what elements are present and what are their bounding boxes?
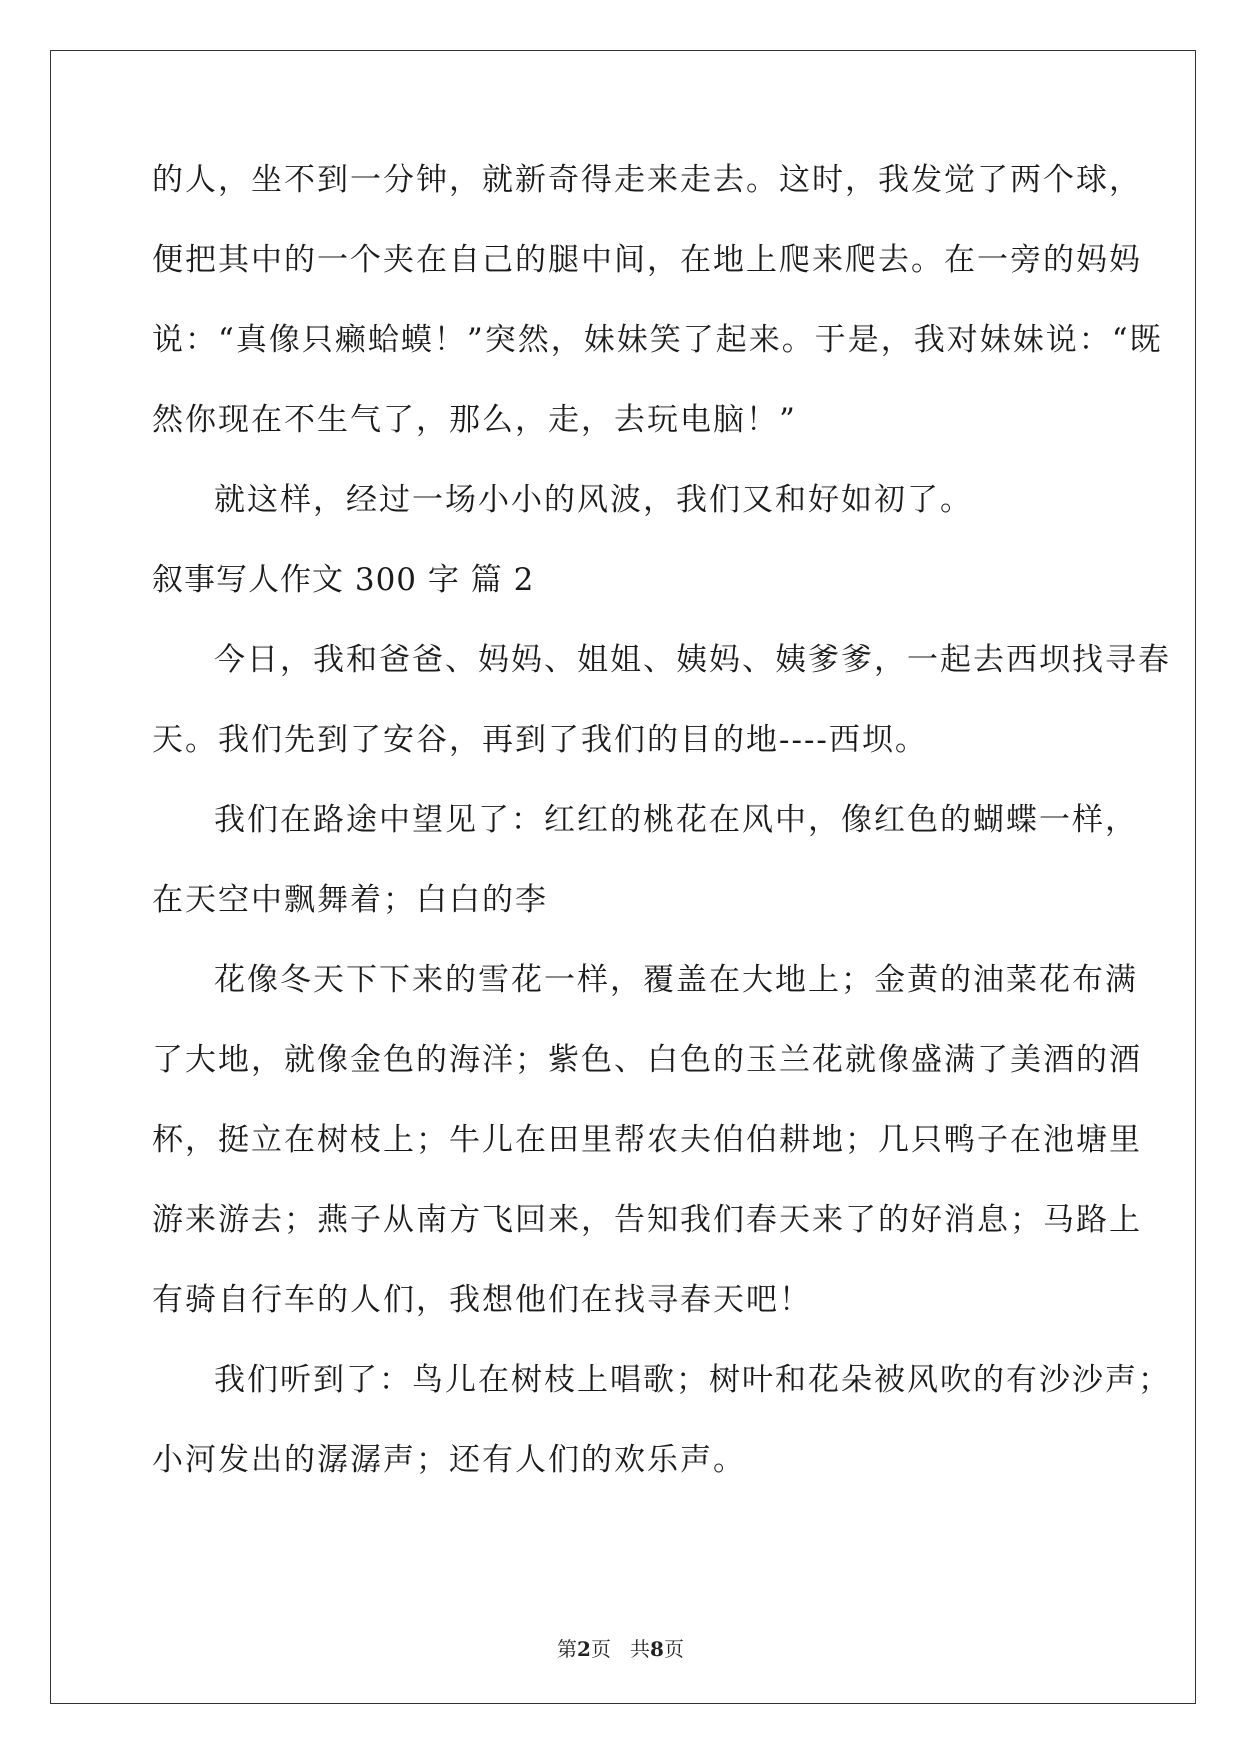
total-page-count: 8 [650, 1637, 664, 1661]
section-heading: 叙事写人作文 300 字 篇 2 [152, 562, 535, 598]
page-footer [0, 1633, 1241, 1662]
text-line: 在天空中飘舞着；白白的李 [152, 882, 548, 918]
text-line: 游来游去；燕子从南方飞回来，告知我们春天来了的好消息；马路上 [152, 1202, 1142, 1238]
paragraph-line: 今日，我和爸爸、妈妈、姐姐、姨妈、姨爹爹，一起去西坝找寻春 [214, 642, 1171, 678]
text-line: 小河发出的潺潺声；还有人们的欢乐声。 [152, 1442, 746, 1478]
text-line: 了大地，就像金色的海洋；紫色、白色的玉兰花就像盛满了美酒的酒 [152, 1042, 1142, 1078]
document-body [152, 160, 1171, 1520]
text-line: 天。我们先到了安谷，再到了我们的目的地----西坝。 [152, 722, 928, 758]
text-line: 杯，挺立在树枝上；牛儿在田里帮农夫伯伯耕地；几只鸭子在池塘里 [152, 1122, 1142, 1158]
paragraph-line: 我们在路途中望见了：红红的桃花在风中，像红色的蝴蝶一样， [214, 802, 1138, 838]
text-line: 说：“真像只癞蛤蟆！”突然，妹妹笑了起来。于是，我对妹妹说：“既 [152, 322, 1163, 358]
footer-total-prefix: 共 [630, 1637, 651, 1661]
footer-total-suffix: 页 [663, 1637, 684, 1661]
paragraph-line: 花像冬天下下来的雪花一样，覆盖在大地上；金黄的油菜花布满 [214, 962, 1138, 998]
paragraph-line: 我们听到了：鸟儿在树枝上唱歌；树叶和花朵被风吹的有沙沙声； [214, 1362, 1171, 1398]
text-line: 有骑自行车的人们，我想他们在找寻春天吧！ [152, 1282, 812, 1318]
current-page-number: 2 [577, 1637, 591, 1661]
text-line: 然你现在不生气了，那么，走，去玩电脑！” [152, 402, 797, 438]
footer-prefix: 第 [557, 1637, 578, 1661]
paragraph-line: 就这样，经过一场小小的风波，我们又和好如初了。 [214, 482, 973, 518]
footer-page-suffix: 页 [590, 1637, 611, 1661]
text-line: 的人，坐不到一分钟，就新奇得走来走去。这时，我发觉了两个球， [152, 162, 1142, 198]
text-line: 便把其中的一个夹在自己的腿中间，在地上爬来爬去。在一旁的妈妈 [152, 242, 1142, 278]
